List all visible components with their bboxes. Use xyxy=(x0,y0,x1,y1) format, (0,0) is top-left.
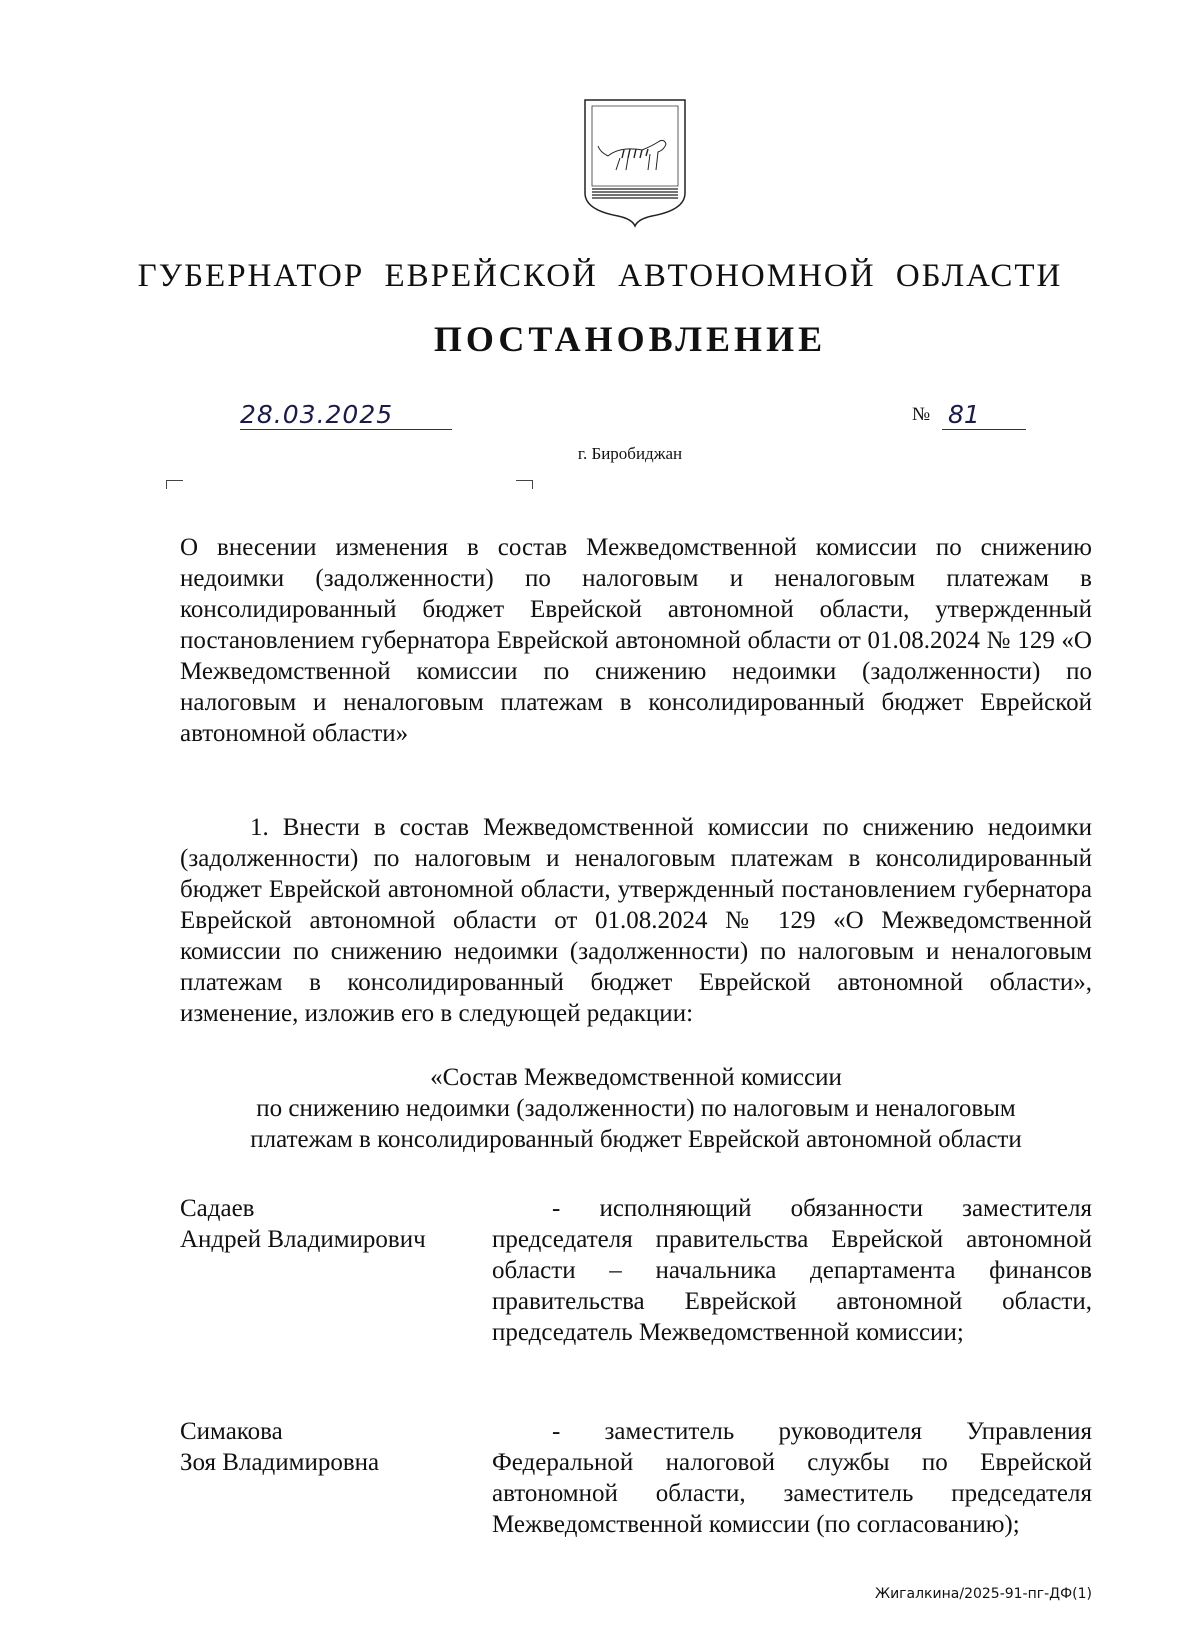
composition-title xyxy=(180,1062,1092,1155)
handwritten-number: 81 xyxy=(948,400,980,429)
issuer-title: ГУБЕРНАТОР ЕВРЕЙСКОЙ АВТОНОМНОЙ ОБЛАСТИ xyxy=(137,258,1063,294)
member-role: - исполняющий обязанности заместителя председателя правительства Еврейской автономной области – начальника департамента финансов правительства Еврейской автономной области, председатель Межведомственной комиссии; xyxy=(492,1195,1092,1346)
document-heading: О внесении изменения в состав Межведомственной комиссии по снижению недоимки (задолженности) по налоговым и неналоговым платежам в консолидированный бюджет Еврейской автономной области, утвержденный постановлением губернатора Еврейской автономной области от 01.08.2024 № 129 «О Межведомственной комиссии по снижению недоимки (задолженности) по налоговым и неналоговым платежам в консолидированный бюджет Еврейской автономной области» xyxy=(180,534,1092,747)
composition-title-line: платежам в консолидированный бюджет Еврейской автономной области xyxy=(250,1126,1022,1153)
handwritten-date: 28.03.2025 xyxy=(240,400,394,429)
corner-mark-left xyxy=(166,480,183,489)
composition-title-line: «Состав Межведомственной комиссии xyxy=(430,1064,842,1091)
member-surname: Симакова xyxy=(180,1418,283,1445)
date-field xyxy=(240,395,452,430)
footer-reference: Жигалкина/2025-91-пг-ДФ(1) xyxy=(875,1586,1092,1602)
coat-of-arms-icon xyxy=(580,98,690,228)
city: г. Биробиджан xyxy=(577,444,683,463)
member-given-names: Андрей Владимирович xyxy=(180,1226,426,1253)
member-surname: Садаев xyxy=(180,1195,255,1222)
composition-title-line: по снижению недоимки (задолженности) по налоговым и неналоговым xyxy=(256,1095,1016,1122)
member-given-names: Зоя Владимировна xyxy=(180,1449,380,1476)
member-role: - заместитель руководителя Управления Федеральной налоговой службы по Еврейской автономной области, заместитель председателя Межведомственной комиссии (по согласованию); xyxy=(492,1418,1092,1538)
number-label: № xyxy=(912,404,931,425)
clause-1: 1. Внести в состав Межведомственной комиссии по снижению недоимки (задолженности) по налоговым и неналоговым платежам в консолидированный бюджет Еврейской автономной области, утвержденный постановлением губернатора Еврейской автономной области от 01.08.2024 № 129 «О Межведомственной комиссии по снижению недоимки (задолженности) по налоговым и неналоговым платежам в консолидированный бюджет Еврейской автономной области», изменение, изложив его в следующей редакции: xyxy=(180,814,1092,1027)
member-name xyxy=(180,1416,480,1478)
document-type: ПОСТАНОВЛЕНИЕ xyxy=(433,319,827,359)
member-name xyxy=(180,1193,480,1255)
corner-mark-right xyxy=(516,480,533,489)
number-field xyxy=(942,395,1026,430)
